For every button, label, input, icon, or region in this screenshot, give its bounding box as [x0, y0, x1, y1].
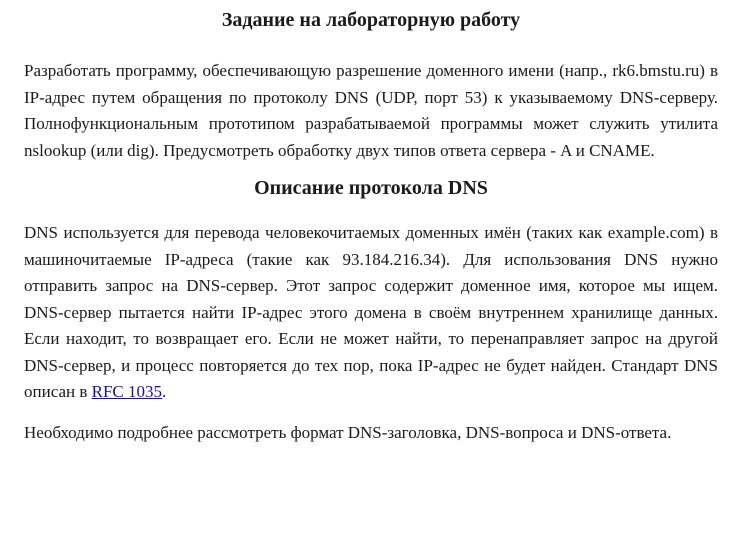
protocol-paragraph [24, 220, 718, 406]
task-paragraph: Разработать программу, обеспечивающую разрешение доменного имени (напр., rk6.bmstu.ru) в IP-адрес путем обращения по протоколу DNS (UDP, порт 53) к указываемому DNS-серверу. Полнофункциональным прототипом разрабатываемой программы может служить утилита nslookup (или dig). Предусмотреть обработку двух типов ответа сервера - A и CNAME. [24, 61, 718, 160]
rfc-1035-link[interactable]: RFC 1035 [91, 382, 163, 401]
detail-paragraph: Необходимо подробнее рассмотреть формат DNS-заголовка, DNS-вопроса и DNS-ответа. [24, 422, 672, 442]
task-heading: Задание на лабораторную работу [221, 9, 521, 31]
protocol-heading: Описание протокола DNS [254, 177, 488, 199]
protocol-paragraph-text: DNS используется для перевода человекочитаемых доменных имён (таких как example.com) в машиночитаемые IP-адреса (такие как 93.184.216.34). Для использования DNS нужно отправить запрос на DNS-сервер. Этот запрос содержит доменное имя, которое мы ищем. DNS-сервер пытается найти IP-адрес этого домена в своём внутреннем хранилище данных. Если находит, то возвращает его. Если не может найти, то перенаправляет запрос на другой DNS-сервер, и процесс повторяется до тех пор, пока IP-адрес не будет найден. Стандарт DNS описан в [24, 223, 718, 401]
protocol-paragraph-end: . [162, 382, 167, 401]
